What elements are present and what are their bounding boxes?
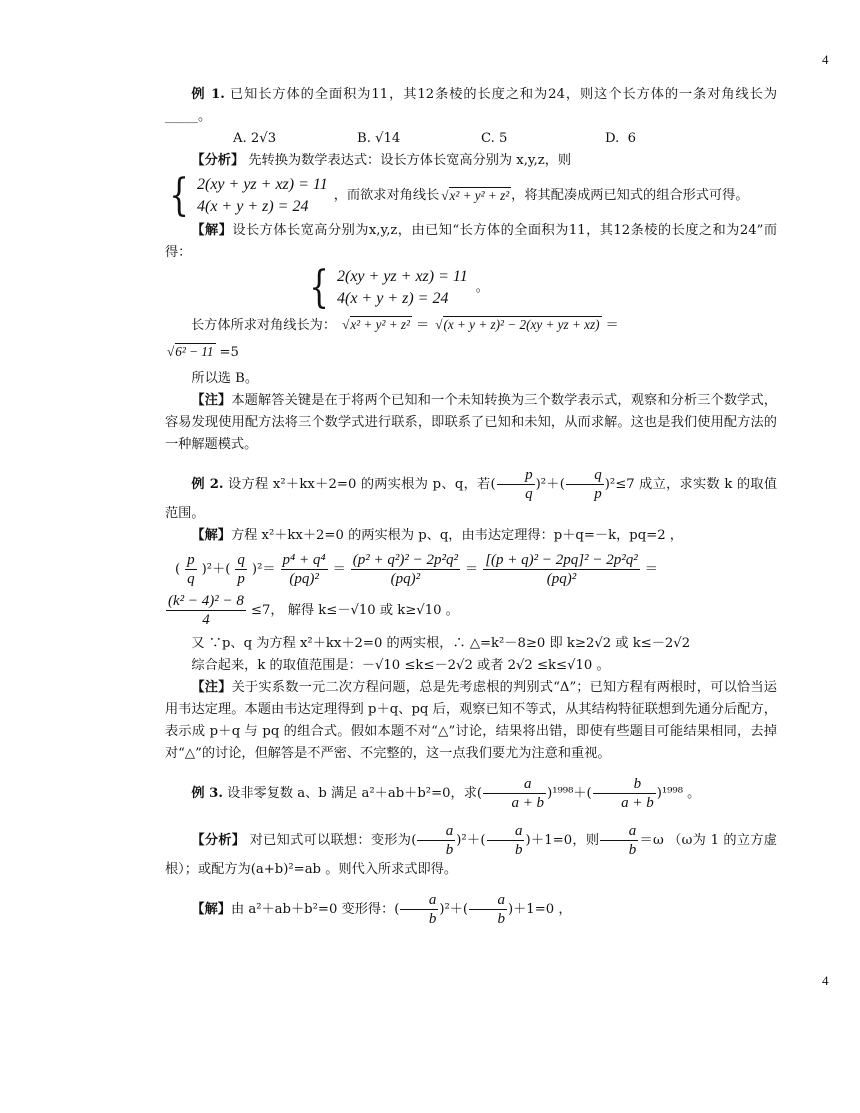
ex2-result-line: $\frac{\text{(k² − 4)² − 8}}{4}$ ≤7， 解得 k≤－√10 或 k≥√10 。 [168, 593, 459, 628]
ex1-solution: 【解】设长方体长宽高分别为x,y,z，由已知“长方体的全面积为11，其12条棱的长度之和为24”而得： [165, 223, 778, 260]
ex1-diagonal-calc: 长方体所求对角线长为： √ x² + y² + z² ＝ √ (x + y + z)² − 2(xy + yz + xz) ＝ [165, 314, 777, 337]
page-number-bottom: 4 [822, 973, 829, 988]
document-body [165, 84, 777, 928]
system-eq-2: 4(x + y + z) = 24 [197, 198, 309, 215]
ex1-solution-system: { 2(xy + yz + xz) = 11 4(x + y + z) = 24 。 [309, 262, 489, 313]
ex1-label: 例 1. [191, 87, 225, 102]
ex2-question: 例 2. 设方程 x²＋kx＋2=0 的两实根为 p、q，若( $\frac{p}{q}$ )²＋( $\frac{q}{p}$ )²≤7 成立，求实数 k 的取值范围。 [165, 467, 778, 521]
page-number-top: 4 [822, 52, 829, 67]
ex1-system: { 2(xy + yz + xz) = 11 4(x + y + z) = 24 ，而欲求对角线长 √ x² + y² + z² ，将其配凑成两已知式的组合形式可得。 [165, 174, 777, 218]
ex2-fraction-chain: ( $\frac{p}{q}$ )²＋( $\frac{q}{p}$ )²＝ $\frac{\text{p⁴ + q⁴}}{\text{(pq)²}}$ ＝ $\frac{\text{(p² + q²)² − 2p²q²}}{\text{(pq)²}}$ ＝ $\frac{\text{[(p + q)² − 2pq]² − 2p²q²}}{\text{(pq)²}}$ ＝ [175, 552, 658, 587]
option-b: B. √14 [357, 131, 401, 146]
system-eq-1: 2(xy + yz + xz) = 11 [197, 176, 328, 193]
option-a: A. 2√3 [233, 131, 277, 146]
ex1-analysis: 【分析】 先转换为数学表达式：设长方体长宽高分别为 x,y,z，则 [191, 153, 572, 168]
ex2-solution: 【解】方程 x²＋kx＋2=0 的两实根为 p、q，由韦达定理得：p＋q=－k，pq=2 ， [191, 528, 683, 543]
ex1-note: 【注】本题解答关键是在于将两个已知和一个未知转换为三个数学表示式，观察和分析三个数学式，容易发现使用配方法将三个数学式进行联系，即联系了已知和未知，从而求解。这也是我们使用配方法的一种解题模式。 [165, 393, 777, 452]
ex3-solution: 【解】由 a²＋ab＋b²=0 变形得：( $\frac{a}{b}$ )²＋( $\frac{a}{b}$ )＋1=0 ， [191, 892, 572, 927]
ex3-question: 例 3. 设非零复数 a、b 满足 a²＋ab＋b²=0，求( $\frac{a}{a + b}$ )¹⁹⁹⁸＋( $\frac{b}{a + b}$ )¹⁹⁹⁸ 。 [191, 776, 701, 811]
ex3-analysis: 【分析】 对已知式可以联想：变形为( $\frac{a}{b}$ )²＋( $\frac{a}{b}$ )＋1=0，则 $\frac{a}{b}$ ＝ω （ω为 1 的立方虚根）；或配方为(a+b)²=ab 。则代入所求式即得。 [165, 823, 777, 877]
option-c: C. 5 [481, 131, 508, 146]
ex2-discriminant: 又 ∵p、q 为方程 x²＋kx＋2=0 的两实根，∴ △=k²－8≥0 即 k≥2√2 或 k≤－2√2 [191, 636, 691, 651]
brace-symbol: { [169, 170, 189, 221]
ex1-options [165, 128, 777, 150]
ex2-combined: 综合起来，k 的取值范围是：－√10 ≤k≤－2√2 或者 2√2 ≤k≤√10 。 [191, 658, 610, 673]
ex1-result: √ 6² − 11 =5 [165, 341, 777, 364]
ex1-question: 例 1. 已知长方体的全面积为11，其12条棱的长度之和为24，则这个长方体的一条对角线长为_____。 [165, 87, 778, 124]
option-d: D. 6 [605, 131, 637, 146]
diag-sqrt: √ x² + y² + z² [449, 187, 511, 203]
ex2-note: 【注】关于实系数一元二次方程问题，总是先考虑根的判别式“Δ”；已知方程有两根时，可以恰当运用韦达定理。本题由韦达定理得到 p＋q、pq 后，观察已知不等式，从其结构特征联想到先通分后配方，表示成 p＋q 与 pq 的组合式。假如本题不对“△”讨论，结果将出错，即使有些题目可能结果相同，去掉对“△”的讨论，但解答是不严密、不完整的，这一点我们要尤为注意和重视。 [165, 680, 777, 761]
ex1-choose: 所以选 B。 [191, 371, 259, 386]
